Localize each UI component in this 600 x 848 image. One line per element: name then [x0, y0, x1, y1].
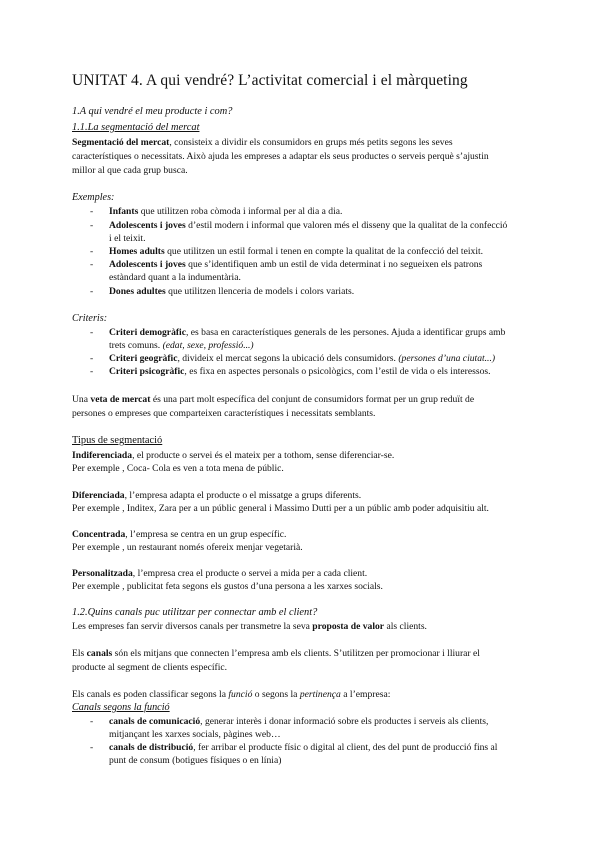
criteris-label: Criteris: — [72, 313, 108, 324]
paragraph-canals-intro — [72, 621, 427, 633]
text: , l’empresa se centra en un grup específic. — [125, 529, 287, 540]
text-line: , consisteix a dividir els consumidors en grups més petits segons les seves — [169, 137, 453, 148]
bullet-dash: - — [90, 327, 94, 338]
text: que utilitzen llenceria de models i colors variats. — [165, 286, 355, 297]
tipus-item — [72, 568, 367, 580]
term-veta: veta de mercat — [90, 394, 151, 405]
paragraph-canals — [72, 648, 480, 660]
text: , el producte o servei és el mateix per a tothom, sense diferenciar-se. — [132, 450, 395, 461]
paragraph-line: característiques o necessitats. Això ajuda les empreses a adaptar els seus productes o serveis perquè s’ajustin — [72, 151, 489, 162]
tipus-item — [72, 450, 394, 462]
canals-funcio-label: Canals segons la funció — [72, 702, 170, 713]
text: i el teixit. — [109, 233, 146, 244]
tipus-item — [72, 529, 286, 541]
term: Diferenciada — [72, 490, 125, 501]
text: Les empreses fan servir diversos canals per transmetre la seva — [72, 621, 313, 632]
text: Els canals es poden classificar segons la — [72, 689, 229, 700]
text: als clients. — [384, 621, 427, 632]
tipus-item — [72, 490, 361, 502]
text: Una — [72, 394, 91, 405]
paragraph-line: millor al que cada grup busca. — [72, 165, 188, 176]
text: estàndard quant a la indumentària. — [109, 272, 241, 283]
text: , l’empresa crea el producte o servei a mida per a cada client. — [132, 568, 368, 579]
text: que s’identifiquen amb un estil de vida determinat i no segueixen els patrons — [185, 259, 483, 270]
text: o segons la — [252, 689, 300, 700]
text: és una part molt específica del conjunt de consumidors format per un grup reduït de — [150, 394, 475, 405]
text: , es fixa en aspectes personals o psicològics, com l’estil de vida o els interessos. — [184, 366, 491, 377]
text: són els mitjans que connecten l’empresa amb els clients. S’utilitzen per promocionar i lliurar el — [112, 648, 480, 659]
text: punt de consum (botigues físiques o en línia) — [109, 755, 282, 766]
term-segmentacio: Segmentació del mercat — [72, 137, 170, 148]
term-proposta: proposta de valor — [312, 621, 385, 632]
page-title: UNITAT 4. A qui vendré? L’activitat comercial i el màrqueting — [72, 72, 468, 89]
term: Indiferenciada — [72, 450, 133, 461]
note: (persones d’una ciutat...) — [398, 353, 496, 364]
paragraph-segmentacio — [72, 137, 453, 149]
section-heading-1-2: 1.2.Quins canals puc utilitzar per connectar amb el client? — [72, 607, 318, 618]
term: Infants — [109, 206, 139, 217]
text: trets comuns. — [109, 340, 163, 351]
note: (edat, sexe, professió...) — [162, 340, 254, 351]
tipus-example: Per exemple , Coca- Cola es ven a tota mena de públic. — [72, 463, 284, 474]
term: canals de comunicació — [109, 716, 201, 727]
section-heading-1: 1.A qui vendré el meu producte i com? — [72, 106, 233, 117]
paragraph-classificacio — [72, 689, 390, 701]
text: a l’empresa: — [340, 689, 391, 700]
term-funcio: funció — [228, 689, 253, 700]
bullet-dash: - — [90, 742, 94, 753]
bullet-dash: - — [90, 259, 94, 270]
bullet-dash: - — [90, 220, 94, 231]
section-heading-tipus: Tipus de segmentació — [72, 435, 163, 446]
examples-label: Exemples: — [72, 192, 115, 203]
paragraph-line: producte al segment de clients específic. — [72, 662, 228, 673]
bullet-dash: - — [90, 246, 94, 257]
bullet-dash: - — [90, 716, 94, 727]
bullet-dash: - — [90, 353, 94, 364]
term: Personalitzada — [72, 568, 133, 579]
term: Criteri demogràfic — [109, 327, 186, 338]
text: , l’empresa adapta el producte o el missatge a grups diferents. — [124, 490, 362, 501]
term: Dones adultes — [109, 286, 166, 297]
text: , fer arribar el producte físic o digital al client, des del punt de producció fins al — [193, 742, 498, 753]
term-pertinenca: pertinença — [299, 689, 341, 700]
term: Homes adults — [109, 246, 165, 257]
tipus-example: Per exemple , un restaurant només ofereix menjar vegetarià. — [72, 542, 303, 553]
term: Concentrada — [72, 529, 126, 540]
term-canals: canals — [86, 648, 113, 659]
term: canals de distribució — [109, 742, 194, 753]
paragraph-line: persones o empreses que comparteixen característiques i necessitats semblants. — [72, 408, 376, 419]
text: d’estil modern i informal que valoren més el disseny que la qualitat de la confecció — [185, 220, 508, 231]
text: , generar interès i donar informació sobre els productes i serveis als clients, — [200, 716, 489, 727]
text: que utilitzen un estil formal i tenen en compte la qualitat de la confecció del teixit. — [164, 246, 484, 257]
tipus-example: Per exemple , publicitat feta segons els gustos d’una persona a les xarxes socials. — [72, 581, 383, 592]
term: Criteri psicogràfic — [109, 366, 185, 377]
subsection-heading-1-1: 1.1.La segmentació del mercat — [72, 122, 200, 133]
text: , es basa en característiques generals de les persones. Ajuda a identificar grups amb — [185, 327, 506, 338]
text: que utilitzen roba còmoda i informal per al dia a dia. — [138, 206, 343, 217]
term: Adolescents i joves — [109, 220, 186, 231]
term: Adolescents i joves — [109, 259, 186, 270]
bullet-dash: - — [90, 366, 94, 377]
text: Els — [72, 648, 87, 659]
text: , divideix el mercat segons la ubicació dels consumidors. — [177, 353, 399, 364]
text: mitjançant les xarxes socials, pàgines web… — [109, 729, 281, 740]
tipus-example: Per exemple , Inditex, Zara per a un públic general i Massimo Dutti per a un públic amb poder adquisitiu alt. — [72, 503, 489, 514]
paragraph-veta — [72, 394, 474, 406]
bullet-dash: - — [90, 206, 94, 217]
term: Criteri geogràfic — [109, 353, 178, 364]
bullet-dash: - — [90, 286, 94, 297]
